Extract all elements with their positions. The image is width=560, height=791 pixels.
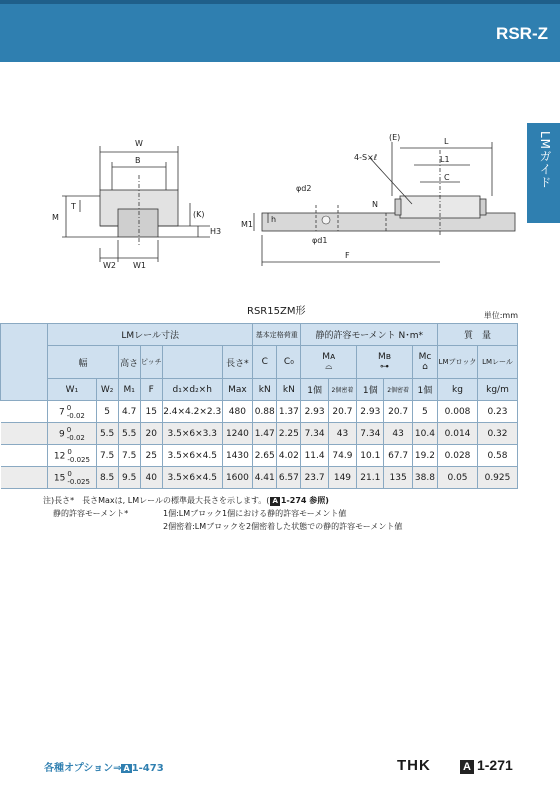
tol-upper: 0	[67, 469, 72, 478]
dim-W2: W2	[103, 261, 116, 270]
cell-mb1: 2.93	[357, 401, 384, 423]
cell-d: 2.4×4.2×2.3	[162, 401, 222, 423]
tol-lower: -0.02	[66, 411, 85, 420]
dim-M1: M1	[241, 220, 253, 229]
note-length: 注)長さ* 長さMaxは, LMレールの標準最大長さを示します。( A 1-274 参照)	[43, 496, 329, 505]
row-blank-cell	[1, 467, 48, 489]
w1-value: 15	[53, 473, 66, 483]
cell-M1: 7.5	[118, 445, 140, 467]
unit-max: Max	[222, 379, 252, 401]
header-block-mass: LMブロック	[438, 346, 478, 379]
note-moment-2: 2個密着:LMブロックを2個密着した状態での静的許容モーメント値	[163, 522, 403, 531]
cell-W2: 7.5	[96, 445, 118, 467]
cell-rail: 0.58	[477, 445, 517, 467]
table-row	[1, 445, 518, 467]
cell-F: 25	[140, 445, 162, 467]
mc-icon: ⌂	[422, 362, 428, 372]
cell-block: 0.028	[438, 445, 478, 467]
header-rail-dims: LMレール寸法	[48, 324, 253, 346]
cell-C: 2.65	[253, 445, 277, 467]
cell-C0: 1.37	[277, 401, 301, 423]
row-blank-cell	[1, 401, 48, 423]
w1-tolerance	[67, 404, 85, 420]
cell-mb1: 21.1	[357, 467, 384, 489]
cell-mc: 38.8	[412, 467, 437, 489]
cell-block: 0.05	[438, 467, 478, 489]
unit-mb-one: 1個	[357, 379, 384, 401]
row-blank-cell	[1, 445, 48, 467]
w1-tolerance	[67, 448, 90, 464]
dim-d2: φd2	[296, 184, 312, 193]
header-pitch: ピッチ	[140, 346, 162, 379]
cell-W2: 8.5	[96, 467, 118, 489]
dim-W: W	[135, 139, 143, 148]
header-rail-mass: LMレール	[477, 346, 517, 379]
dim-L: L	[444, 137, 449, 146]
row-blank-cell	[1, 423, 48, 445]
ma-icon: ⌓	[325, 362, 333, 372]
side-tab-label: LMガイド	[538, 131, 552, 190]
tol-lower: -0.02	[66, 433, 85, 442]
cell-C0: 6.57	[277, 467, 301, 489]
cell-C0: 4.02	[277, 445, 301, 467]
header-basic-load: 基本定格荷重	[253, 324, 301, 346]
dim-d1: φd1	[312, 236, 328, 245]
cell-F: 15	[140, 401, 162, 423]
header-moment: 静的許容モーメント N･m*	[301, 324, 438, 346]
cell-ma2: 149	[328, 467, 356, 489]
cell-C: 1.47	[253, 423, 277, 445]
cell-C0: 2.25	[277, 423, 301, 445]
cell-W1	[48, 467, 96, 489]
unit-note: 単位:mm	[483, 311, 518, 320]
cell-W1	[48, 401, 96, 423]
mb-icon: ⊶	[379, 362, 389, 372]
unit-kgm: kg/m	[477, 379, 517, 401]
dim-T: T	[71, 202, 76, 211]
dim-N: N	[372, 200, 378, 209]
table-row	[1, 401, 518, 423]
dim-K: (K)	[193, 210, 205, 219]
tol-upper: 0	[66, 403, 72, 412]
header-width: 幅	[48, 346, 118, 379]
cell-M1: 5.5	[118, 423, 140, 445]
table-row	[1, 423, 518, 445]
cell-C: 0.88	[253, 401, 277, 423]
cell-mc: 10.4	[412, 423, 437, 445]
header-C0: C₀	[277, 346, 301, 379]
cell-mb2: 67.7	[384, 445, 412, 467]
cell-W2: 5.5	[96, 423, 118, 445]
dim-W1: W1	[133, 261, 146, 270]
cell-max: 480	[222, 401, 252, 423]
cell-ma2: 74.9	[328, 445, 356, 467]
table-row	[1, 467, 518, 489]
unit-W2: W₂	[96, 379, 118, 401]
unit-ma-one: 1個	[301, 379, 328, 401]
cell-d: 3.5×6×3.3	[162, 423, 222, 445]
cell-rail: 0.23	[477, 401, 517, 423]
dim-h: h	[271, 215, 277, 224]
options-link[interactable]: 各種オプション⇒ A 1-473	[44, 763, 164, 774]
header-blank	[1, 324, 48, 401]
unit-d: d₁×d₂×h	[162, 379, 222, 401]
page-number: A 1-271	[460, 757, 513, 774]
cell-ma1: 2.93	[301, 401, 328, 423]
note-moment: 静的許容モーメント* 1個:LMブロック1個における静的許容モーメント値	[53, 509, 347, 518]
cell-d: 3.5×6×4.5	[162, 445, 222, 467]
cell-block: 0.014	[438, 423, 478, 445]
dim-H3: H3	[210, 227, 222, 236]
unit-kN1: kN	[253, 379, 277, 401]
unit-mc-one: 1個	[412, 379, 437, 401]
cell-max: 1600	[222, 467, 252, 489]
cell-mb2: 43	[384, 423, 412, 445]
spec-table	[0, 323, 518, 489]
cell-ma1: 11.4	[301, 445, 328, 467]
header-MB	[357, 346, 413, 379]
ref-box: A	[272, 497, 278, 505]
dim-B: B	[135, 156, 141, 165]
cell-max: 1430	[222, 445, 252, 467]
header-stripe	[0, 0, 560, 4]
cell-mc: 19.2	[412, 445, 437, 467]
cell-ma2: 43	[328, 423, 356, 445]
tol-lower: -0.025	[67, 455, 90, 464]
dim-F: F	[345, 251, 350, 260]
w1-value: 9	[59, 429, 65, 439]
rail-drawing	[0, 120, 520, 270]
cell-rail: 0.925	[477, 467, 517, 489]
header-MA	[301, 346, 357, 379]
cell-M1: 9.5	[118, 467, 140, 489]
thk-logo: THK	[397, 757, 431, 774]
notes	[43, 494, 402, 533]
cell-M1: 4.7	[118, 401, 140, 423]
unit-W1: W₁	[48, 379, 96, 401]
cell-ma1: 7.34	[301, 423, 328, 445]
cell-mc: 5	[412, 401, 437, 423]
dim-L1: L1	[440, 155, 450, 164]
model-title: RSR15ZM形	[247, 306, 306, 317]
cell-F: 40	[140, 467, 162, 489]
tol-lower: -0.025	[67, 477, 90, 486]
cell-mb1: 10.1	[357, 445, 384, 467]
cell-ma1: 23.7	[301, 467, 328, 489]
cell-mb1: 7.34	[357, 423, 384, 445]
dim-E: (E)	[389, 133, 401, 142]
cell-W1	[48, 423, 96, 445]
spec-body	[1, 401, 518, 489]
mc-label: Mᴄ	[418, 352, 432, 362]
tol-upper: 0	[66, 425, 72, 434]
w1-value: 12	[53, 451, 66, 461]
w1-value: 7	[59, 407, 65, 417]
cell-block: 0.008	[438, 401, 478, 423]
cell-max: 1240	[222, 423, 252, 445]
header-length: 長さ*	[222, 346, 252, 379]
cell-mb2: 20.7	[384, 401, 412, 423]
ma-label: Mᴀ	[322, 352, 336, 362]
header-C: C	[253, 346, 277, 379]
dim-screw: 4-S×ℓ	[354, 153, 378, 162]
cell-W2: 5	[96, 401, 118, 423]
w1-tolerance	[67, 470, 90, 486]
unit-F: F	[140, 379, 162, 401]
page-title: RSR-Z	[496, 24, 548, 43]
unit-kN2: kN	[277, 379, 301, 401]
unit-M1: M₁	[118, 379, 140, 401]
unit-kg: kg	[438, 379, 478, 401]
options-ref-box: A	[123, 764, 130, 773]
w1-tolerance	[67, 426, 85, 442]
side-tab-lm-guide[interactable]	[528, 123, 560, 223]
dim-C: C	[444, 173, 450, 182]
cell-ma2: 20.7	[328, 401, 356, 423]
mount-hole	[322, 216, 330, 224]
dim-M: M	[52, 213, 59, 222]
header-MC	[412, 346, 437, 379]
mb-label: Mʙ	[377, 352, 391, 362]
cell-rail: 0.32	[477, 423, 517, 445]
page-box: A	[460, 760, 474, 774]
unit-mb-two: 2個密着	[384, 379, 412, 401]
rail-front	[118, 209, 158, 237]
header-bar	[0, 0, 560, 62]
header-height: 高さ	[118, 346, 140, 379]
cell-d: 3.5×6×4.5	[162, 467, 222, 489]
cell-F: 20	[140, 423, 162, 445]
tol-upper: 0	[67, 447, 72, 456]
unit-ma-two: 2個密着	[328, 379, 356, 401]
header-mass: 質 量	[438, 324, 518, 346]
cell-mb2: 135	[384, 467, 412, 489]
cell-W1	[48, 445, 96, 467]
cell-C: 4.41	[253, 467, 277, 489]
